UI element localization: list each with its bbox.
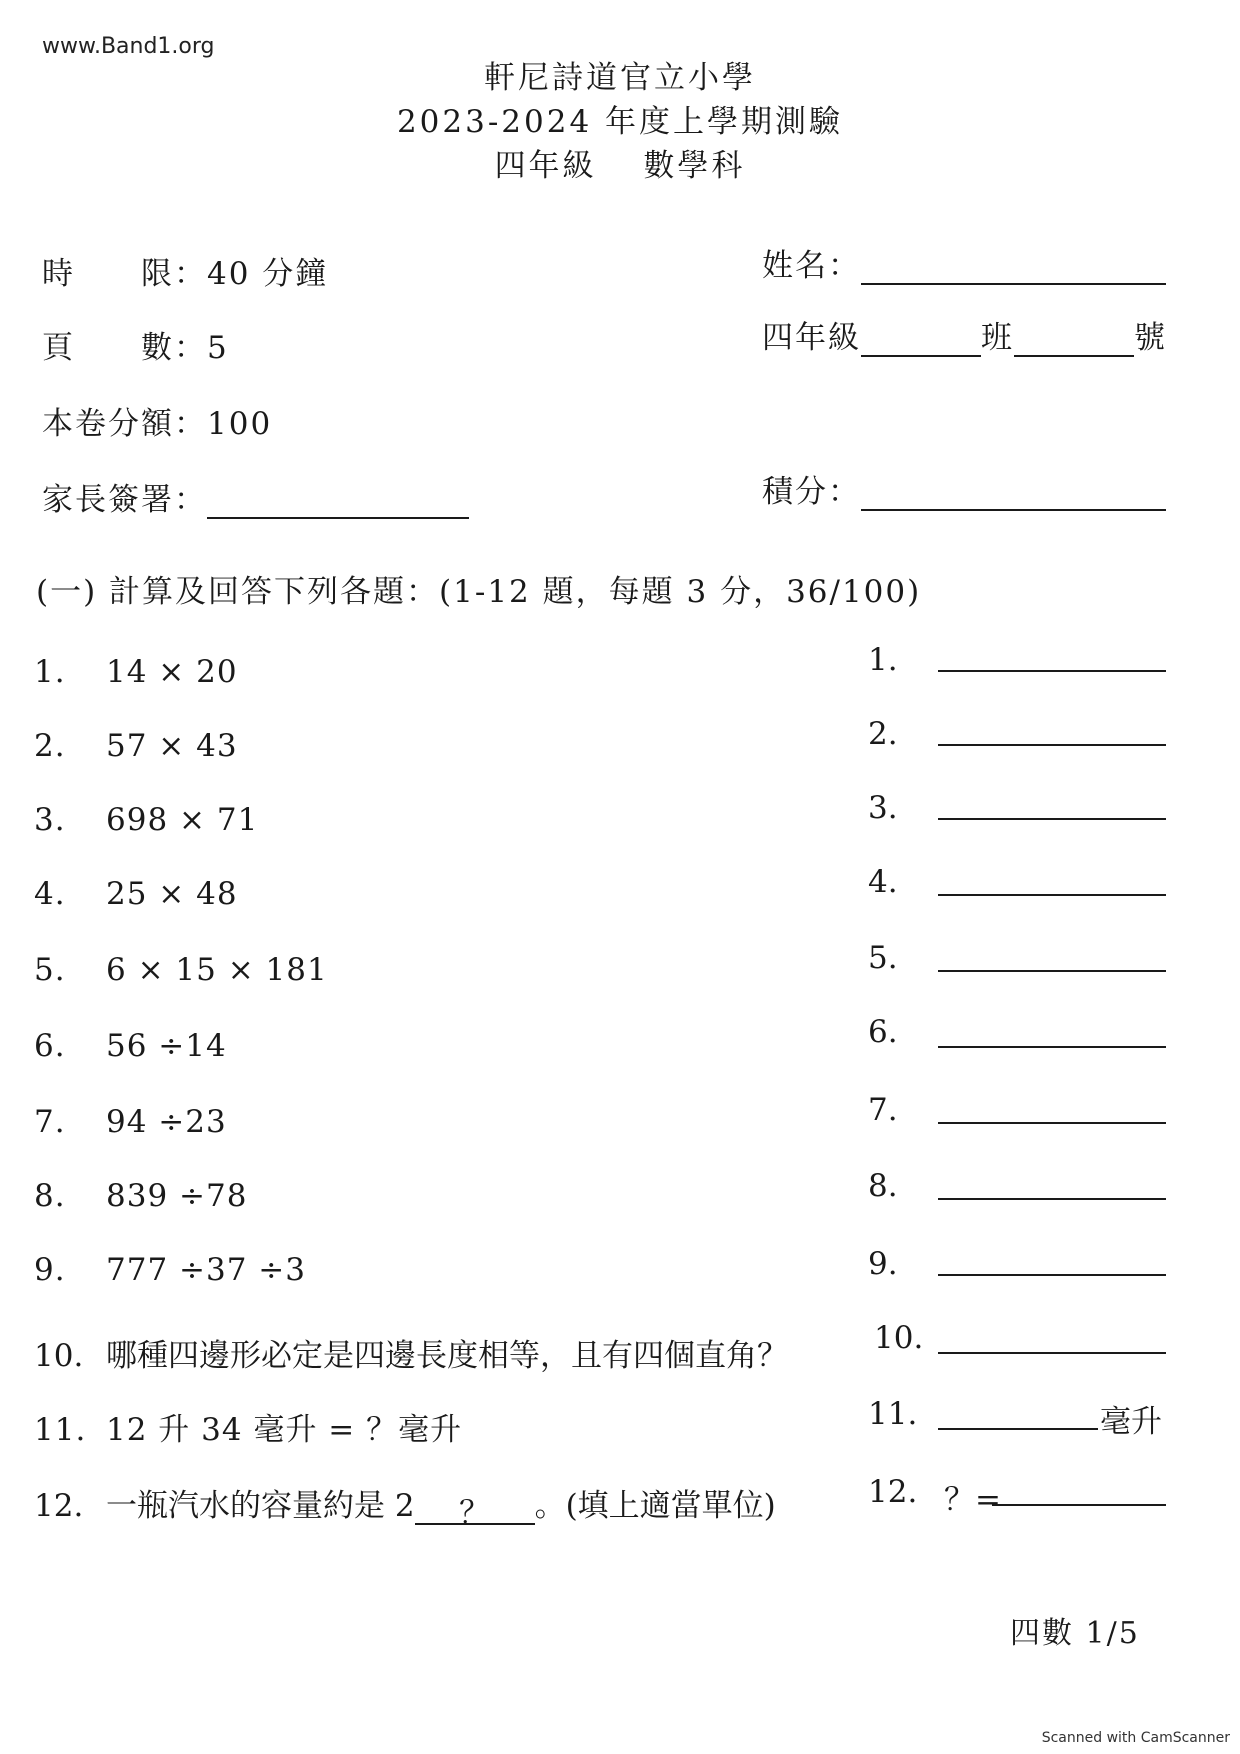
score-blank[interactable] [861, 475, 1166, 511]
question-number: 1. [34, 654, 66, 690]
question-4 [34, 876, 238, 912]
answer-1 [868, 642, 938, 678]
class-blank[interactable] [861, 321, 981, 357]
answer-1-blank[interactable] [938, 670, 1166, 672]
answer-12-prefix: ？= [944, 1482, 1001, 1518]
answer-number: 6. [868, 1014, 898, 1050]
question-text-after: 。(填上適當單位) [534, 1488, 776, 1524]
page-number: 四數 1/5 [1010, 1616, 1140, 1651]
answer-number: 7. [868, 1092, 898, 1128]
question-number: 3. [34, 802, 66, 838]
question-5 [34, 952, 328, 988]
question-text: 94 ÷23 [106, 1104, 227, 1140]
question-number: 9. [34, 1252, 66, 1288]
answer-3-blank[interactable] [938, 818, 1166, 820]
school-name: 軒尼詩道官立小學 [484, 60, 756, 96]
question-text-before: 一瓶汽水的容量約是 2 [106, 1488, 415, 1524]
answer-number: 12. [868, 1474, 918, 1510]
exam-title: 2023-2024 年度上學期測驗 [396, 104, 844, 140]
answer-12-blank[interactable] [992, 1504, 1166, 1506]
answer-7-blank[interactable] [938, 1122, 1166, 1124]
answer-8-blank[interactable] [938, 1198, 1166, 1200]
question-text: 698 × 71 [106, 802, 259, 838]
answer-number: 2. [868, 716, 898, 752]
question-number: 4. [34, 876, 66, 912]
question-9 [34, 1252, 306, 1288]
question-1 [34, 654, 238, 690]
question-text: 56 ÷14 [106, 1028, 227, 1064]
answer-number: 5. [868, 940, 898, 976]
grade-subject: 四年級 數學科 [494, 148, 746, 184]
question-number: 6. [34, 1028, 66, 1064]
answer-number: 9. [868, 1246, 898, 1282]
parent-signature [42, 474, 469, 519]
question-8 [34, 1178, 247, 1214]
question-12 [34, 1480, 776, 1531]
student-name-blank[interactable] [861, 249, 1166, 285]
scanner-credit: Scanned with CamScanner [1041, 1730, 1230, 1746]
question-10 [34, 1330, 788, 1375]
answer-5-blank[interactable] [938, 970, 1166, 972]
student-name-label: 姓名： [762, 248, 861, 284]
answer-9 [868, 1246, 938, 1282]
class-prefix: 四年級 [762, 320, 861, 356]
question-number: 5. [34, 952, 66, 988]
score-label: 積分： [762, 474, 861, 510]
question-number: 8. [34, 1178, 66, 1214]
answer-10-blank[interactable] [938, 1352, 1166, 1354]
student-name [762, 240, 1166, 285]
question-number: 7. [34, 1104, 66, 1140]
answer-number: 10. [874, 1320, 924, 1356]
answer-2-blank[interactable] [938, 744, 1166, 746]
question-text: 777 ÷37 ÷3 [106, 1252, 306, 1288]
answer-number: 4. [868, 864, 898, 900]
class-number [762, 312, 1167, 357]
answer-11-blank[interactable] [938, 1428, 1098, 1430]
answer-5 [868, 940, 938, 976]
answer-11-unit: 毫升 [1100, 1404, 1162, 1440]
question-number: 12. [34, 1488, 84, 1524]
class-suffix: 號 [1134, 320, 1167, 356]
question-2 [34, 728, 238, 764]
question-number: 11. [34, 1412, 87, 1448]
question-number: 2. [34, 728, 66, 764]
question-text: 839 ÷78 [106, 1178, 248, 1214]
answer-3 [868, 790, 938, 826]
answer-8 [868, 1168, 938, 1204]
question-text: 12 升 34 毫升 = ？毫升 [106, 1412, 463, 1448]
answer-6 [868, 1014, 938, 1050]
time-limit: 時 限：40 分鐘 [42, 256, 329, 292]
answer-number: 8. [868, 1168, 898, 1204]
parent-signature-label: 家長簽署： [42, 482, 207, 518]
page-count: 頁 數：5 [42, 330, 229, 366]
question-text: 25 × 48 [106, 876, 238, 912]
section-title: (一) 計算及回答下列各題：(1-12 題，每題 3 分，36/100) [36, 574, 922, 610]
answer-11 [868, 1396, 938, 1432]
answer-number: 1. [868, 642, 898, 678]
number-blank[interactable] [1014, 321, 1134, 357]
answer-12 [868, 1474, 938, 1510]
answer-number: 11. [868, 1396, 918, 1432]
question-text: 6 × 15 × 181 [106, 952, 328, 988]
question-text: 哪種四邊形必定是四邊長度相等，且有四個直角？ [106, 1338, 788, 1374]
question-3 [34, 802, 258, 838]
question-number: 10. [34, 1338, 84, 1374]
score [762, 466, 1166, 511]
question-6 [34, 1028, 227, 1064]
answer-10 [874, 1320, 944, 1356]
unit-blank[interactable]: ？ [415, 1487, 535, 1525]
answer-4-blank[interactable] [938, 894, 1166, 896]
answer-6-blank[interactable] [938, 1046, 1166, 1048]
watermark-text: www.Band1.org [42, 34, 215, 59]
parent-signature-blank[interactable] [207, 481, 469, 519]
question-7 [34, 1104, 227, 1140]
class-mid: 班 [981, 320, 1014, 356]
answer-2 [868, 716, 938, 752]
question-text: 57 × 43 [106, 728, 238, 764]
answer-7 [868, 1092, 938, 1128]
answer-9-blank[interactable] [938, 1274, 1166, 1276]
question-text: 14 × 20 [106, 654, 238, 690]
question-11 [34, 1404, 462, 1449]
answer-number: 3. [868, 790, 898, 826]
answer-4 [868, 864, 938, 900]
total-marks: 本卷分額：100 [42, 406, 273, 442]
